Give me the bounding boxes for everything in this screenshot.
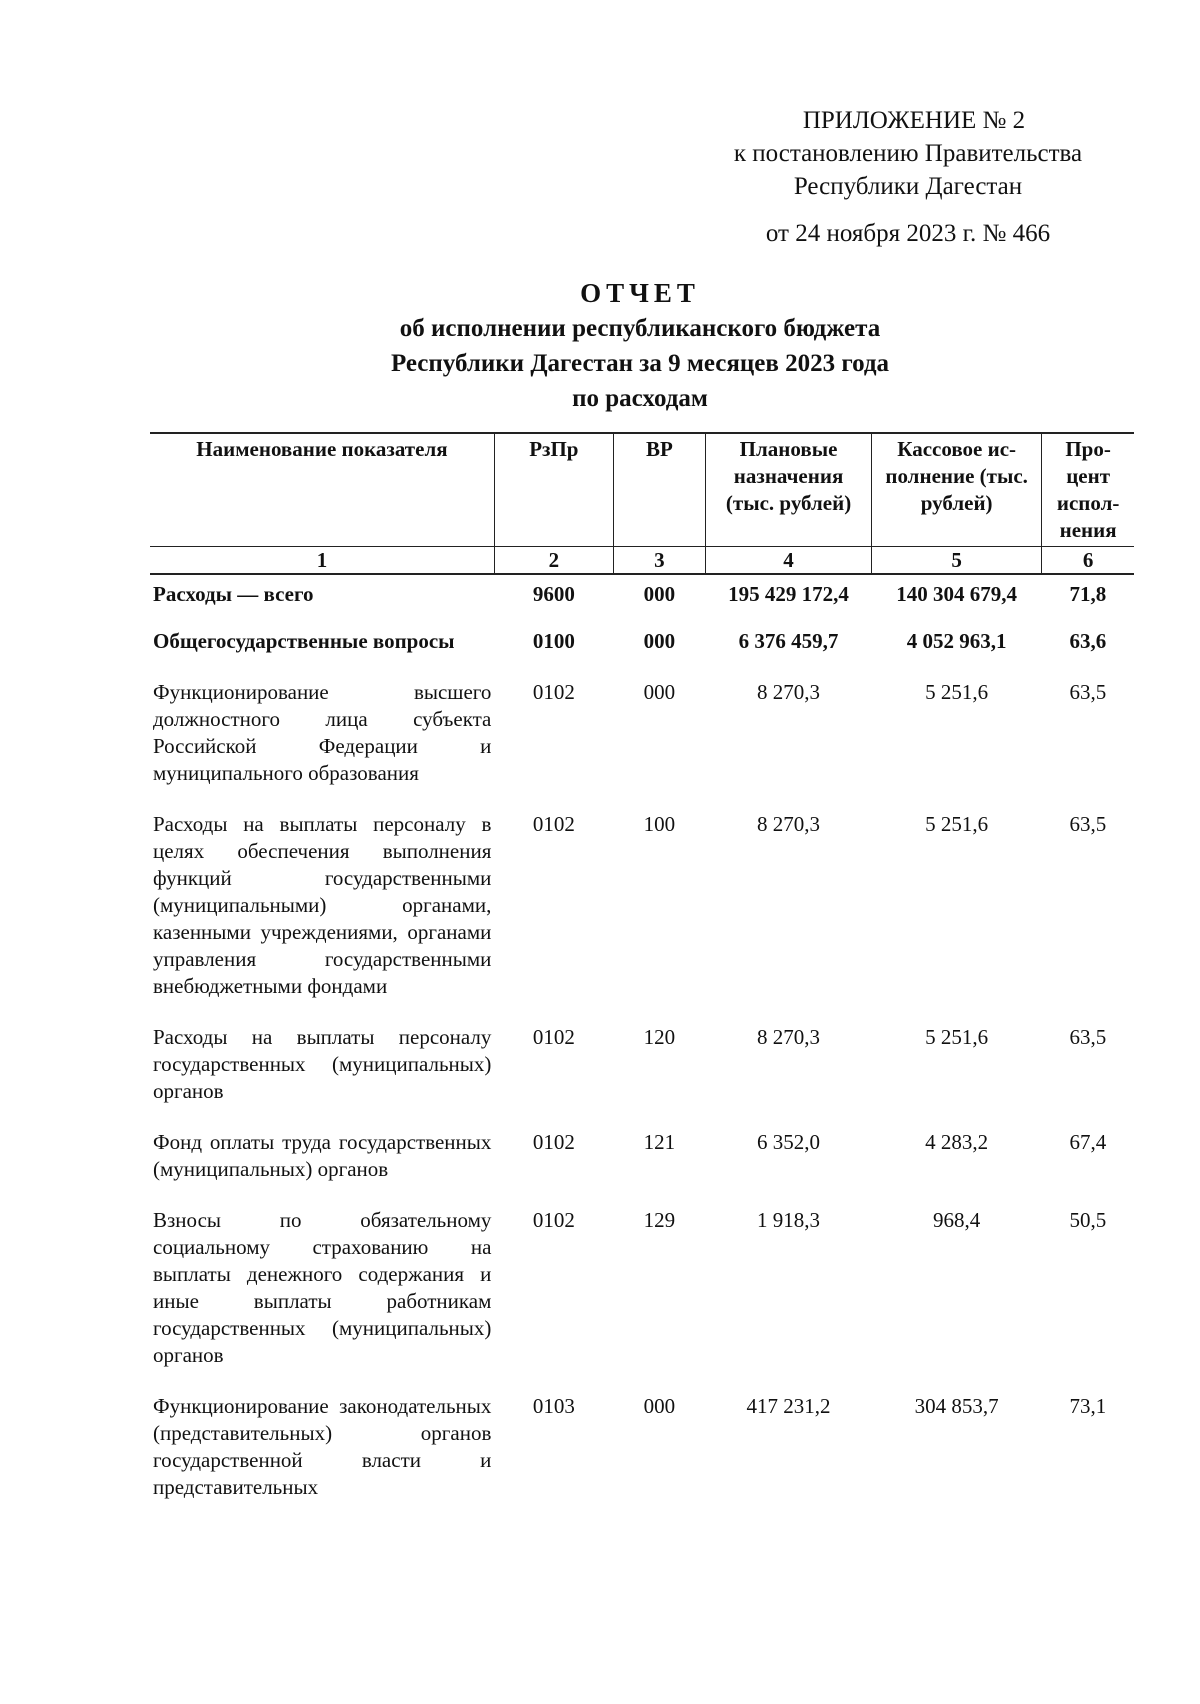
table-row <box>150 1115 1134 1193</box>
row-vr: 100 <box>643 812 676 836</box>
appendix-date: от 24 ноября 2023 г. № 466 <box>765 220 1051 247</box>
table-row <box>150 1379 1134 1511</box>
header-kass: Кассовое ис- полнение (тыс. рублей) <box>872 433 1042 547</box>
column-number: 6 <box>1042 547 1134 575</box>
row-plan: 6 352,0 <box>757 1130 821 1154</box>
report-title-line-3: Республики Дагестан за 9 месяцев 2023 года <box>390 350 890 377</box>
row-plan: 417 231,2 <box>746 1394 831 1418</box>
row-kass: 4 052 963,1 <box>906 629 1007 653</box>
row-vr: 000 <box>643 582 676 606</box>
row-rzpr: 0102 <box>532 1130 575 1154</box>
row-kass: 140 304 679,4 <box>896 582 1018 606</box>
row-name: Расходы на выплаты персоналу в целях обеспечения выполнения функций государственными (муниципальными) органами, казенными учреждениями, органами управления государственными внебюджетными фондами <box>153 812 492 998</box>
row-name: Расходы на выплаты персоналу государственных (муниципальных) органов <box>153 1025 492 1103</box>
table-row <box>150 574 1134 614</box>
table-row <box>150 665 1134 797</box>
row-pct: 67,4 <box>1069 1130 1107 1154</box>
column-number: 4 <box>706 547 872 575</box>
table-header-row <box>150 433 1134 547</box>
table-row <box>150 1193 1134 1379</box>
row-plan: 8 270,3 <box>757 812 821 836</box>
row-kass: 4 283,2 <box>925 1130 989 1154</box>
row-rzpr: 0102 <box>532 1025 575 1049</box>
row-rzpr: 0102 <box>532 680 575 704</box>
row-name: Взносы по обязательному социальному страхованию на выплаты денежного содержания и иные выплаты работникам государственных (муниципальных) органов <box>153 1208 492 1367</box>
row-name: Фонд оплаты труда государственных (муниципальных) органов <box>153 1130 492 1181</box>
column-number: 5 <box>872 547 1042 575</box>
row-kass: 304 853,7 <box>914 1394 999 1418</box>
report-title <box>0 276 1200 416</box>
row-rzpr: 0103 <box>532 1394 575 1418</box>
row-rzpr: 9600 <box>532 582 575 606</box>
row-pct: 63,6 <box>1069 629 1107 653</box>
row-kass: 5 251,6 <box>925 680 989 704</box>
row-plan: 195 429 172,4 <box>728 582 849 606</box>
row-pct: 63,5 <box>1069 680 1107 704</box>
row-name: Функционирование высшего должностного лица субъекта Российской Федерации и муниципального образования <box>153 680 492 785</box>
row-plan: 6 376 459,7 <box>738 629 839 653</box>
row-rzpr: 0102 <box>532 812 575 836</box>
header-vr: ВР <box>613 433 705 547</box>
row-pct: 50,5 <box>1069 1208 1107 1232</box>
report-title-line-1: ОТЧЕТ <box>580 278 700 308</box>
row-rzpr: 0100 <box>532 629 575 653</box>
row-plan: 8 270,3 <box>757 1025 821 1049</box>
appendix-line-2: к постановлению Правительства <box>733 140 1083 167</box>
row-kass: 5 251,6 <box>925 1025 989 1049</box>
row-pct: 71,8 <box>1069 582 1107 606</box>
row-pct: 73,1 <box>1069 1394 1107 1418</box>
table-row <box>150 797 1134 1010</box>
row-pct: 63,5 <box>1069 812 1107 836</box>
row-plan: 1 918,3 <box>757 1208 821 1232</box>
appendix-title: ПРИЛОЖЕНИЕ № 2 <box>802 107 1026 134</box>
row-kass: 5 251,6 <box>925 812 989 836</box>
row-plan: 8 270,3 <box>757 680 821 704</box>
table-row <box>150 614 1134 665</box>
column-number: 2 <box>494 547 613 575</box>
row-vr: 129 <box>643 1208 676 1232</box>
row-vr: 121 <box>643 1130 676 1154</box>
header-pct: Про- цент испол- нения <box>1042 433 1134 547</box>
row-vr: 120 <box>643 1025 676 1049</box>
row-rzpr: 0102 <box>532 1208 575 1232</box>
row-vr: 000 <box>643 1394 676 1418</box>
row-kass: 968,4 <box>933 1208 981 1232</box>
header-rzpr: РзПр <box>494 433 613 547</box>
appendix-block <box>698 104 1118 250</box>
row-name: Расходы — всего <box>153 582 314 606</box>
row-name: Общегосударственные вопросы <box>153 629 455 653</box>
column-number: 3 <box>613 547 705 575</box>
column-number: 1 <box>150 547 494 575</box>
header-plan: Плановые назначения (тыс. рублей) <box>706 433 872 547</box>
header-name: Наименование показателя <box>150 433 494 547</box>
row-vr: 000 <box>643 680 676 704</box>
row-pct: 63,5 <box>1069 1025 1107 1049</box>
table-row <box>150 1010 1134 1115</box>
appendix-line-3: Республики Дагестан <box>793 173 1023 200</box>
report-title-line-4: по расходам <box>572 385 708 412</box>
table-column-numbers-row <box>150 547 1134 575</box>
report-title-line-2: об исполнении республиканского бюджета <box>399 315 881 342</box>
expenses-table <box>150 432 1134 1511</box>
row-name: Функционирование законодательных (представительных) органов государственной власти и представительных <box>153 1394 492 1499</box>
row-vr: 000 <box>643 629 676 653</box>
